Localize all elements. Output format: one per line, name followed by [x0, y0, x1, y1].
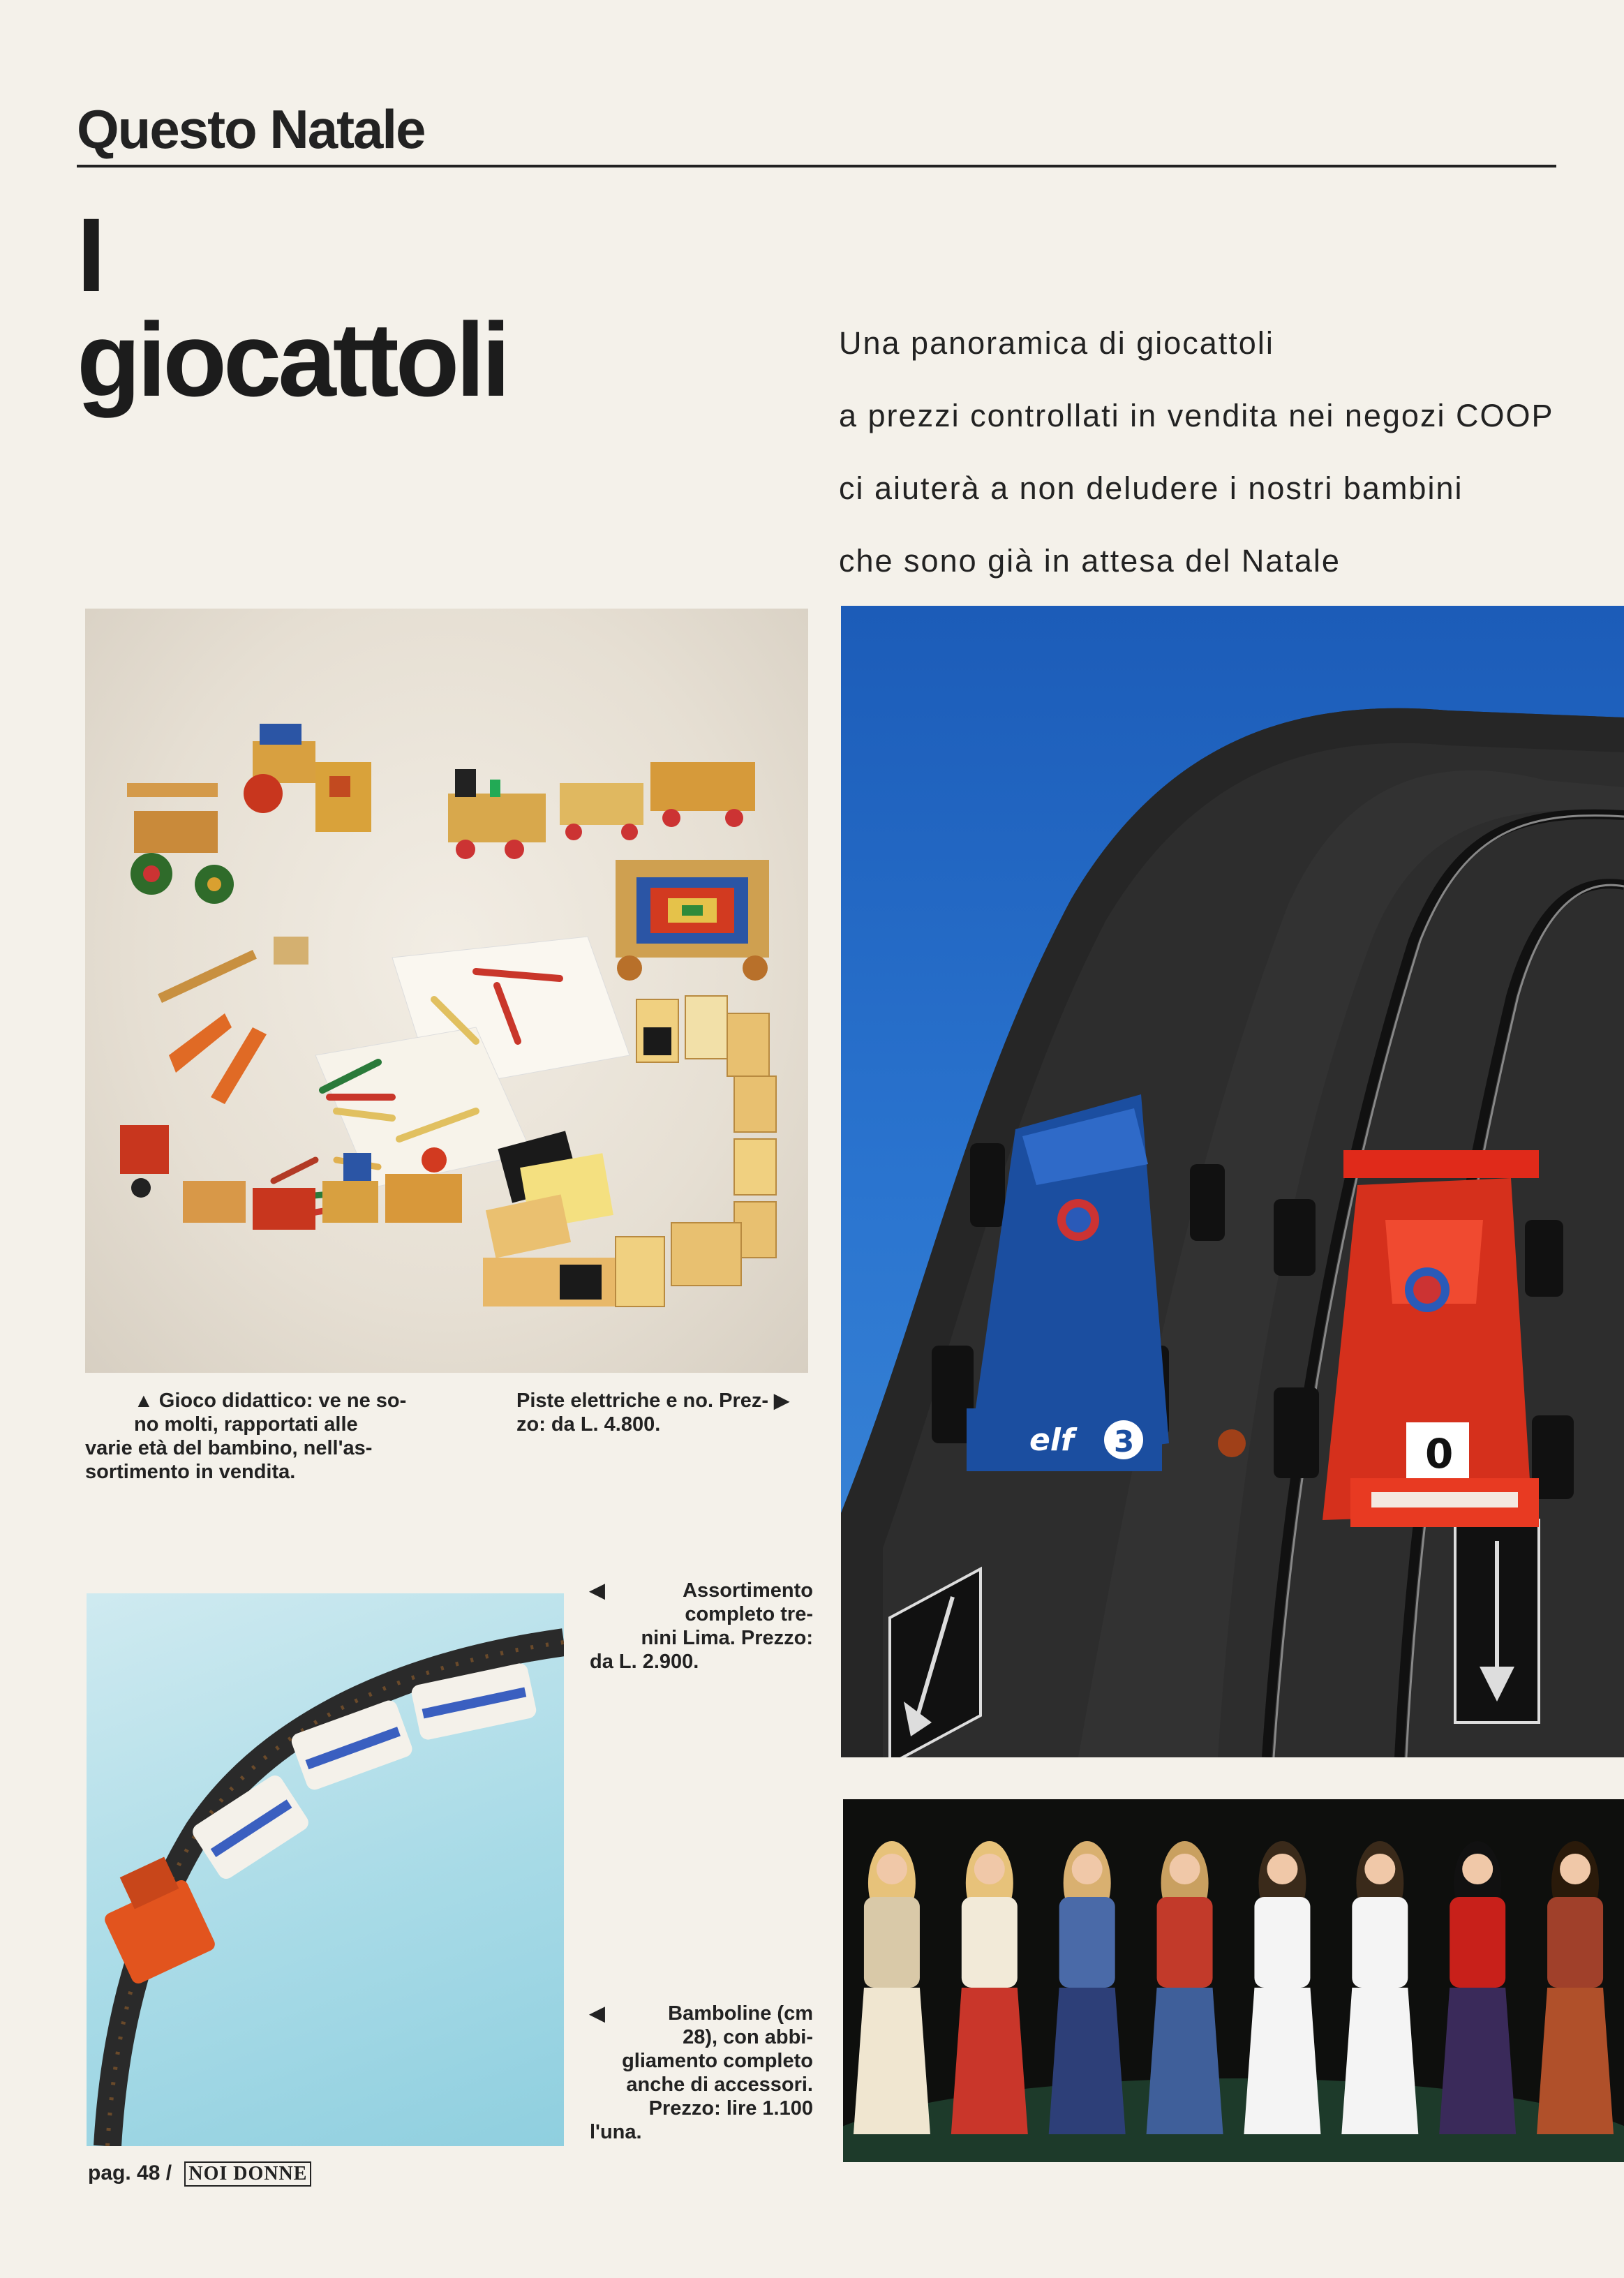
footer-separator: / [165, 2161, 172, 2184]
caption-line: nini Lima. Prezzo: [641, 1627, 813, 1649]
caption-line: ◀ Assortimento [590, 1579, 813, 1602]
caption-toy-train [590, 1579, 813, 1674]
toy-train-photo [87, 1593, 564, 2146]
doll-figure [1439, 1841, 1516, 2134]
caption-line: l'una. [590, 2121, 642, 2143]
caption-line: completo tre- [685, 1603, 813, 1625]
intro-paragraph [839, 307, 1572, 597]
toy-train-illustration [87, 1593, 564, 2146]
doll-figure [1341, 1841, 1418, 2134]
page-footer [88, 2161, 311, 2187]
dolls-illustration [843, 1799, 1624, 2162]
caption-line: anche di accessori. [626, 2074, 813, 2096]
wooden-toys-illustration [85, 609, 808, 1373]
doll-figure [1537, 1841, 1614, 2134]
red-car-number: 0 [1425, 1430, 1454, 1477]
racing-track-illustration [841, 606, 1624, 1757]
header-rule [77, 165, 1556, 168]
doll-figure [1244, 1841, 1320, 2134]
caption-line: ▲ Gioco didattico: ve ne so- [134, 1390, 407, 1412]
intro-line: che sono già in attesa del Natale [839, 543, 1341, 579]
page-title-line-1: I [77, 196, 106, 313]
blue-car-sponsor: elf [1029, 1422, 1075, 1458]
section-label: Questo Natale [77, 98, 425, 160]
wooden-toys-photo [85, 609, 808, 1373]
intro-line: ci aiuterà a non deludere i nostri bambini [839, 470, 1463, 506]
caption-line: da L. 2.900. [590, 1651, 699, 1673]
doll-figure [951, 1841, 1028, 2134]
caption-line: Piste elettriche e no. Prez- ▶ [516, 1390, 789, 1412]
intro-line: a prezzi controllati in vendita nei negozi COOP [839, 398, 1554, 433]
caption-line: varie età del bambino, nell'as- [85, 1437, 373, 1459]
racing-track-photo [841, 606, 1624, 1757]
dolls-photo [843, 1799, 1624, 2162]
intro-line: Una panoramica di giocattoli [839, 325, 1274, 361]
doll-figure [1049, 1841, 1126, 2134]
right-arrow-icon: ▶ [774, 1390, 789, 1411]
caption-line: 28), con abbi- [683, 2026, 813, 2048]
caption-line: Prezzo: lire 1.100 [648, 2097, 813, 2120]
caption-racing-track [516, 1389, 824, 1436]
caption-wooden-toys [85, 1389, 434, 1484]
magazine-logo: NOI DONNE [184, 2161, 311, 2187]
doll-figure [1147, 1841, 1223, 2134]
up-arrow-icon: ▲ [134, 1390, 154, 1411]
track-arrow-right [1455, 1520, 1539, 1722]
page-number: pag. 48 [88, 2161, 161, 2184]
caption-line: zo: da L. 4.800. [516, 1413, 661, 1436]
page-title-line-2: giocattoli [77, 301, 507, 418]
blue-car-number: 3 [1114, 1424, 1135, 1459]
caption-line: no molti, rapportati alle [134, 1413, 358, 1436]
caption-line: sortimento in vendita. [85, 1461, 296, 1483]
caption-dolls [590, 2002, 813, 2144]
caption-line: gliamento completo [622, 2050, 813, 2072]
left-arrow-icon: ◀ [590, 2002, 605, 2024]
caption-line: ◀ Bamboline (cm [590, 2002, 813, 2025]
left-arrow-icon: ◀ [590, 1579, 605, 1601]
doll-figure [854, 1841, 930, 2134]
